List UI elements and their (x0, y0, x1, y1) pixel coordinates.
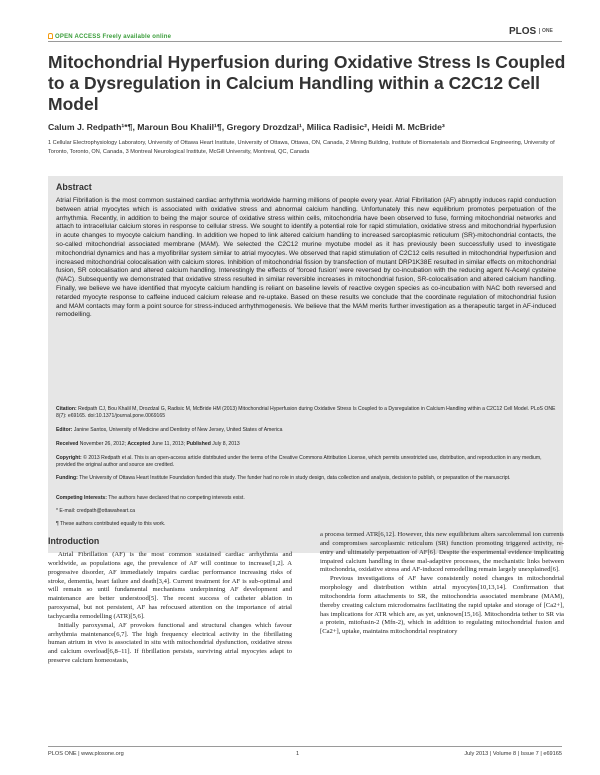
competing-text: The authors have declared that no competing interests exist. (108, 495, 245, 501)
funding (56, 475, 556, 482)
copyright-label: Copyright: (56, 455, 82, 461)
editor-text: Janine Santos, University of Medicine and Dentistry of New Jersey, United States of America (73, 427, 283, 433)
received-label: Received (56, 441, 79, 447)
footer-divider (48, 746, 562, 747)
abstract-text: Atrial Fibrillation is the most common sustained cardiac arrhythmia worldwide harming millions of people every year. Atrial Fibrillation (AF) abruptly induces rapid conduction between atrial myocytes which is associated with oxidative stress and abnormal calcium handling. Unfortunately this new equilibrium promotes perpetuation of the arrhythmia. Recently, in addition to being the major source of oxidative stress within cells, mitochondria have been observed to fuse, forming mitochondrial networks and attach to intracellular calcium stores in response to cellular stress. We sought to identify a potential role for rapid stimulation, oxidative stress and mitochondrial hyperfusion in acute changes to myocyte calcium handling. In addition we hoped to link altered calcium handling to increased sarcoplasmic reticulum (SR)-mitochondrial contacts, the so-called mitochondrial associated membrane (MAM). We selected the C2C12 murine myotube model as it has previously been successfully used to investigate mitochondrial dynamics and has a myofibrillar system similar to atrial myocytes. We observed that rapid stimulation of C2C12 cells resulted in mitochondrial hyperfusion and increased mitochondrial colocalisation with calcium stores. Inhibition of mitochondrial fission by transfection of mutant DRP1K38E resulted in similar effects on mitochondrial fusion, SR colocalisation and altered calcium handling. Interestingly the effects of ‘forced fusion’ were reversed by co-incubation with the reducing agent N-Acetyl cysteine (NAC). Subsequently we demonstrated that oxidative stress resulted in similar reversible increases in mitochondrial fusion, SR-colocalisation and altered calcium handling. Finally, we believe we have identified that myocyte calcium handling is reliant on baseline levels of reactive oxygen species as co-incubation with NAC both reversed and retarded myocyte response to caffeine induced calcium release and re-uptake. Based on these results we conclude that the coordinate regulation of mitochondrial fusion and MAM contacts may form a point source for stress-induced arrhythmogenesis. We believe that the MAM merits further investigation as a therapeutic target in AF-induced remodelling. (56, 197, 556, 319)
left-column (48, 551, 292, 666)
footer-page-number: 1 (296, 751, 300, 757)
equal-contribution-note: ¶ These authors contributed equally to this work. (56, 521, 166, 527)
published-label: Published (186, 441, 211, 447)
plos-one-logo (509, 26, 559, 38)
corresponding-email[interactable]: * E-mail: credpath@ottawaheart.ca (56, 508, 136, 514)
received-date: November 26, 2012; (79, 441, 126, 447)
published-date: July 8, 2013 (212, 441, 240, 447)
copyright-text: © 2013 Redpath et al. This is an open-access article distributed under the terms of the Creative Commons Attribution License, which permits unrestricted use, distribution, and reproduction in any medium, provided the original author and source are credited. (56, 455, 542, 469)
accepted-date: June 11, 2013; (151, 441, 186, 447)
copyright (56, 455, 556, 469)
citation-text: Redpath CJ, Bou Khalil M, Drozdzal G, Radisic M, McBride HM (2013) Mitochondrial Hyperfusion during Oxidative Stress Is Coupled to a Dysregulation in Calcium Handling within a C2C12 Cell Model. PLoS ONE 8(7): e69165. doi:10.1371/journal.pone.0069165 (56, 406, 556, 420)
editor (56, 427, 556, 434)
footer-issue: July 2013 | Volume 8 | Issue 7 | e69165 (464, 751, 562, 757)
competing-label: Competing Interests: (56, 495, 107, 501)
editor-label: Editor: (56, 427, 73, 433)
funding-label: Funding: (56, 475, 78, 481)
author-list: Calum J. Redpath¹*¶, Maroun Bou Khalil¹¶, Gregory Drozdzal¹, Milica Radisic², Heidi M. McBride³ (48, 122, 445, 132)
page-header (0, 0, 600, 44)
article-title: Mitochondrial Hyperfusion during Oxidative Stress Is Coupled to a Dysregulation in Calcium Handling within a C2C12 Cell Model (48, 52, 566, 114)
open-access-banner (48, 33, 171, 40)
footer-journal[interactable]: PLOS ONE | www.plosone.org (48, 751, 124, 757)
open-access-label: OPEN ACCESS (55, 34, 101, 40)
freely-available-label: Freely available online (102, 34, 172, 40)
intro-paragraph: Previous investigations of AF have consistently noted changes in mitochondrial morphology and distribution within atrial myocytes[10,13,14]. Confirmation that mitochondria form attachments to SR, the mitochondria associated membrane (MAM), thereby creating calcium microdomains facilitating the rapid uptake and storage of [Ca2+], has implications for ATR which are, as yet, unknown[15,16]. Mitochondria tether to SR via a protein, mitofusin-2 (Mfn-2), which in addition to regulating mitochondrial fusion and [Ca2+], uptake, maintains mitochondrial respiratory (320, 575, 564, 636)
right-column (320, 531, 564, 637)
one-logo-text: ONE (539, 28, 553, 34)
competing-interests (56, 495, 556, 502)
introduction-heading: Introduction (48, 536, 100, 546)
dates (56, 441, 556, 448)
intro-paragraph: Initially paroxysmal, AF provokes functional and structural changes which favour arrhythmia maintenance[6,7]. The high frequency electrical activity in the fibrillating human atrium in vivo is associated in situ with mitochondrial dysfunction, oxidative stress and calcium overload[6,8–11]. If fibrillation persists, surviving atrial myocytes adapt to preserve calcium homeostasis, (48, 621, 292, 665)
accepted-label: Accepted (127, 441, 151, 447)
funding-text: The University of Ottawa Heart Institute Foundation funded this study. The funder had no role in study design, data collection and analysis, decision to publish, or preparation of the manuscript. (79, 475, 511, 481)
open-access-lock-icon (48, 33, 53, 39)
affiliations: 1 Cellular Electrophysiology Laboratory, University of Ottawa Heart Institute, University of Ottawa, Ottawa, ON, Canada, 2 Mining Building, Institute of Biomaterials and Biomedical Engineering, University of Toronto, Toronto, ON, Canada, 3 Montreal Neurological Institute, McGill University, Montreal, QC, Canada (48, 140, 555, 155)
citation-label: Citation: (56, 406, 77, 412)
plos-logo-text: PLOS (509, 26, 537, 37)
abstract-heading: Abstract (56, 182, 92, 192)
citation (56, 406, 556, 420)
intro-paragraph: a process termed ATR[6,12]. However, this new equilibrium alters sarcolemmal ion currents and compromises sarcoplasmic reticulum (SR) function promoting triggered activity, re-entry and ultimately perpetuation of AF[6]. Despite the experimental evidence implicating impaired calcium handling in these mal-adaptive processes, the mechanistic links between mitochondria, oxidative stress and AF-induced remodelling remain largely unexplained[6]. (320, 531, 564, 574)
header-divider (48, 41, 562, 42)
intro-paragraph: Atrial Fibrillation (AF) is the most common sustained cardiac arrhythmia and worldwide, as populations age, the prevalence of AF will continue to increase[1,2]. A progressive disorder, AF immediately impairs cardiac performance increasing risks of stroke, dementia, heart failure and death[3,4]. Current treatment for AF is sub-optimal and will remain so until fundamental mechanisms underpinning AF development and maintenance are better understood[5]. The recent success of catheter ablation in paroxysmal, but not persistent, AF has refocused attention on the importance of atrial tachycardia remodelling (ATR)[5,6]. (48, 551, 292, 620)
